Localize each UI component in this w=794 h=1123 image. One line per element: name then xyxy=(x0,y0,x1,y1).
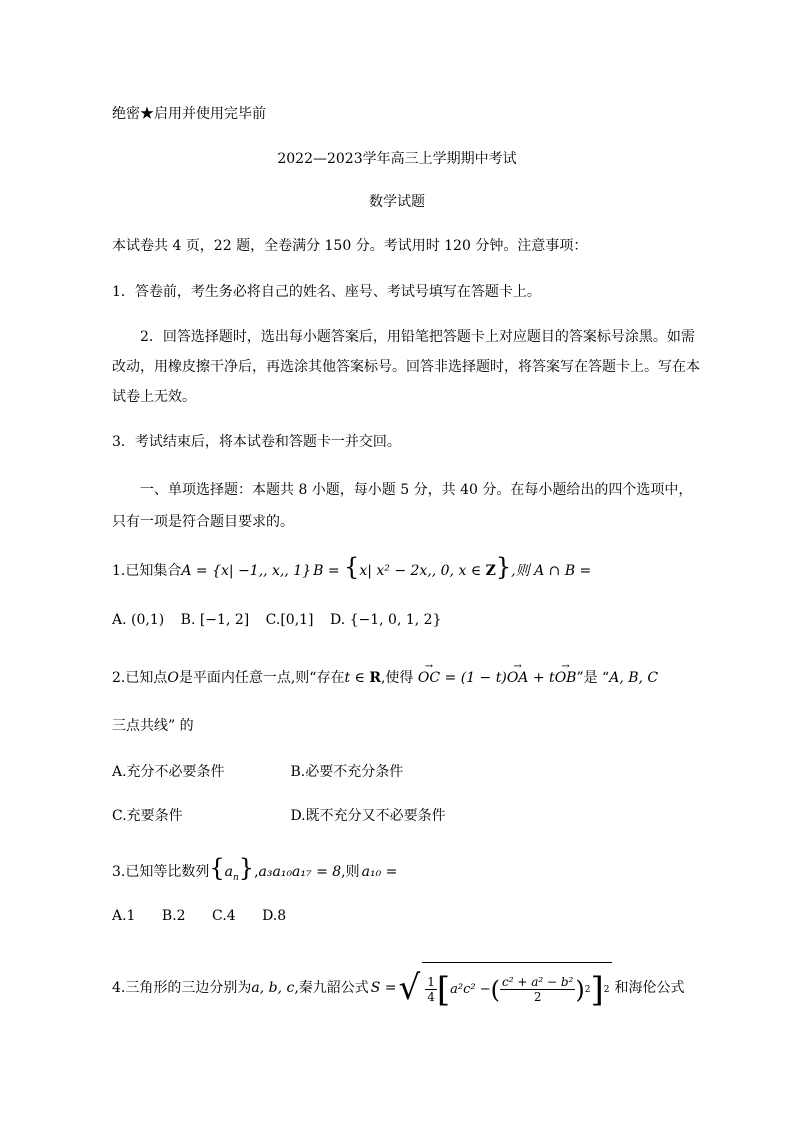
q4-abc: a, b, c xyxy=(251,980,295,996)
q2-real-set: R xyxy=(369,670,381,686)
q2-options-row-1 xyxy=(112,762,698,782)
q2-eq: = (1 − t) xyxy=(444,670,507,686)
q1-tail: ,则 A ∩ B = xyxy=(511,563,592,579)
question-3: 3.已知等比数列$\{a_n\},a_3a_{10}a_{17} = 8$,则 a₁₀ = xyxy=(112,854,398,883)
vector-oc: → OC xyxy=(418,668,440,688)
q3-tail: ,则 xyxy=(341,864,360,880)
q1-options xyxy=(112,610,698,630)
q3-a-sub: n xyxy=(233,872,239,883)
q2-tail: ”是 “ xyxy=(576,670,610,686)
q1-option-d: D. {−1, 0, 1, 2} xyxy=(329,612,442,628)
note-3: 3．考试结束后，将本试卷和答题卡一并交回。 xyxy=(112,434,401,450)
q4-mid: ,秦九韶公式 xyxy=(294,980,369,996)
q2-mid2: ,使得 xyxy=(380,670,414,686)
note-1: 1．答卷前，考生务必将自己的姓名、座号、考试号填写在答题卡上。 xyxy=(112,284,541,300)
vector-ob: → OB xyxy=(555,668,577,688)
q3-a: a xyxy=(224,864,233,880)
q2-mid: 是平面内任意一点,则“存在 xyxy=(178,670,345,686)
q1-integer-set: Z xyxy=(485,563,496,579)
sqrt-sign: √ xyxy=(398,968,421,1008)
q2-point-o: O xyxy=(167,670,179,686)
q4-frac-quarter: $\frac{1}{4}$ xyxy=(427,975,435,1004)
q4-a2c2: a²c² − xyxy=(450,981,491,997)
q4-s: S = xyxy=(370,980,397,996)
q2-option-a: A.充分不必要条件 xyxy=(112,764,225,780)
question-2 xyxy=(112,668,698,688)
q2-plus: + t xyxy=(532,670,555,686)
q3-option-d: D.8 xyxy=(262,908,287,924)
q3-option-a: A.1 xyxy=(112,908,136,924)
section-1-title: 一、单项选择题：本题共 8 小题，每小题 5 分，共 40 分。在每小题给出的四个选项中，只有一项是符合题目要求的。 xyxy=(112,482,693,530)
q1-option-b: B. [−1, 2] xyxy=(180,612,250,628)
q2-option-c: C.充要条件 xyxy=(112,808,183,824)
q4-outer-square: 2 xyxy=(603,984,610,995)
q3-options xyxy=(112,906,698,926)
q2-prefix: 2.已知点 xyxy=(112,670,168,686)
q3-option-c: C.4 xyxy=(212,908,236,924)
q4-sqrt-body: $\frac{1}{4}$ [ a²c² − ( $\frac{\text{c² + a² − b²}}{2}$ ) 2 ] 2 xyxy=(422,962,612,1015)
exam-title: 2022—2023学年高三上学期期中考试 xyxy=(277,151,517,167)
q2-options-row-2 xyxy=(112,806,698,826)
q1-option-a: A. (0,1) xyxy=(112,612,165,628)
question-1: 1.已知集合A = {x| −1,, x,, 1} B = {x| x² − 2x,, 0, x ∈ Z},则 A ∩ B = xyxy=(112,553,592,581)
q1-set-b-lhs: B = xyxy=(313,563,340,579)
q2-abc: A, B, C xyxy=(609,670,659,686)
q2-option-d: D.既不充分又不必要条件 xyxy=(290,808,446,824)
q3-option-b: B.2 xyxy=(161,908,186,924)
q3-prefix: 3.已知等比数列 xyxy=(112,864,210,880)
q2-option-b: B.必要不充分条件 xyxy=(290,764,404,780)
q4-tail: 和海伦公式 xyxy=(614,980,685,996)
question-4 xyxy=(112,960,698,1016)
note-2: 2．回答选择题时，选出每小题答案后，用铅笔把答题卡上对应题目的答案标号涂黑。如需改动，用橡皮擦干净后，再选涂其他答案标号。回答非选择题时，将答案写在答题卡上。写在本试卷上无效。 xyxy=(112,329,700,405)
q2-line-2: 三点共线” 的 xyxy=(112,718,194,734)
q4-inner-frac: $\frac{\text{c² + a² − b²}}{2}$ xyxy=(501,975,574,1004)
vector-oa: → OA xyxy=(507,668,529,688)
q2-t-in: t ∈ xyxy=(344,670,370,686)
q4-inner-square: 2 xyxy=(584,984,591,995)
notes-intro: 本试卷共 4 页，22 题，全卷满分 150 分。考试用时 120 分钟。注意事项： xyxy=(112,238,588,254)
q1-prefix: 1.已知集合 xyxy=(112,563,182,579)
q4-prefix: 4.三角形的三边分别为 xyxy=(112,980,252,996)
q1-option-c: C.[0,1] xyxy=(265,612,314,628)
subject-title: 数学试题 xyxy=(369,194,425,210)
q3-product: a₃a₁₀a₁₇ = 8 xyxy=(258,864,342,880)
q1-set-a: A = {x| −1,, x,, 1} xyxy=(181,563,312,579)
secret-label: 绝密★启用并使用完毕前 xyxy=(112,106,266,122)
q3-a10: a₁₀ = xyxy=(361,864,398,880)
q1-set-b-body: x| x² − 2x,, 0, x ∈ xyxy=(359,563,486,579)
